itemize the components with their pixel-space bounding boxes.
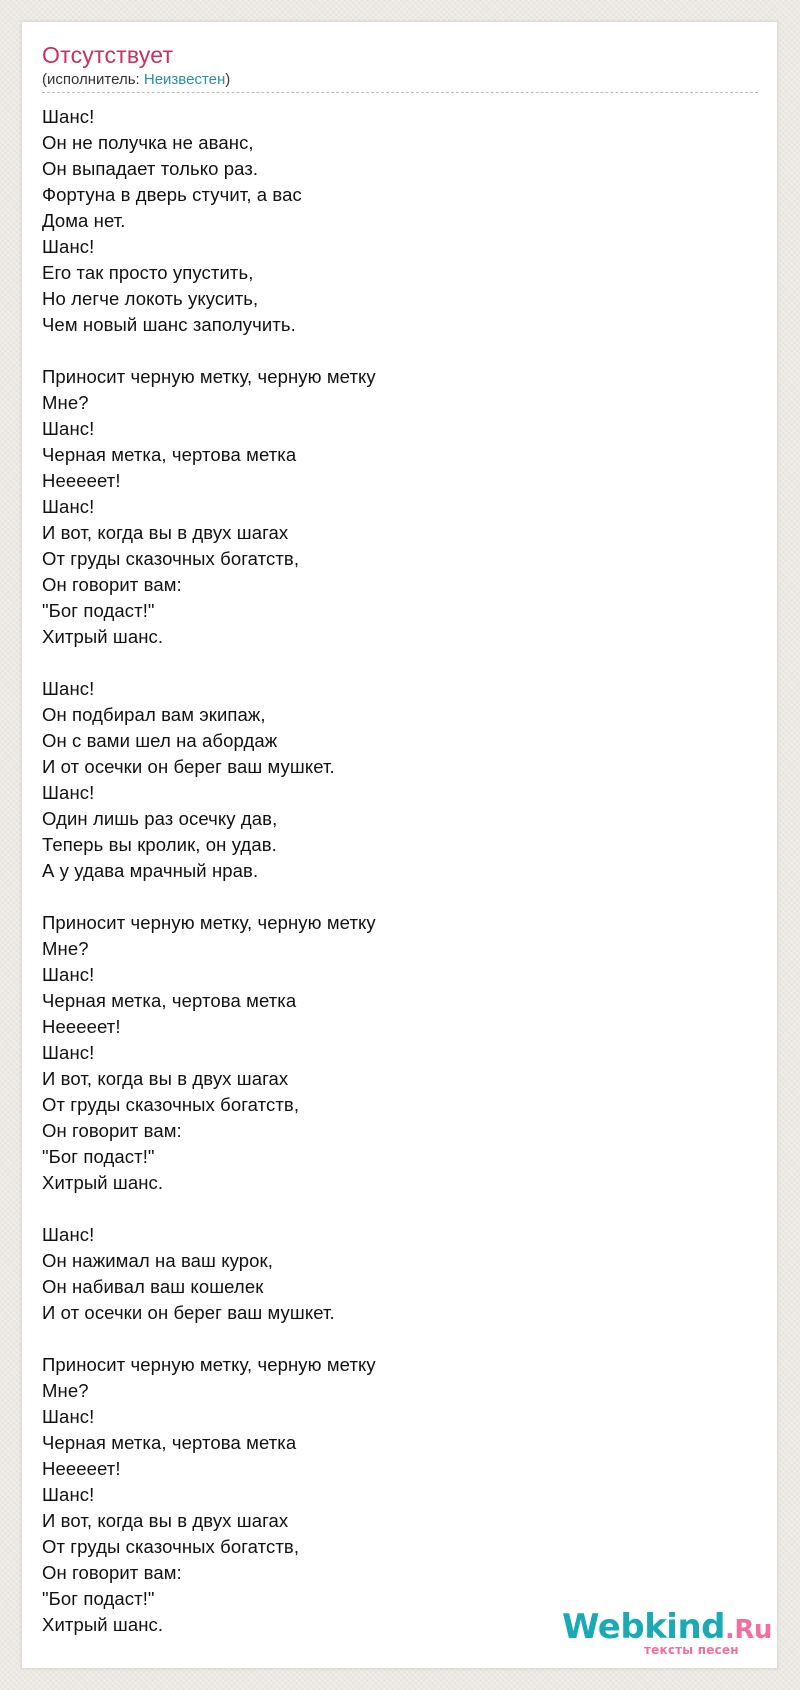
lyric-line: Он подбирал вам экипаж, bbox=[42, 704, 266, 725]
song-title: Отсутствует bbox=[42, 42, 174, 68]
lyric-line: И вот, когда вы в двух шагах bbox=[42, 522, 289, 543]
lyric-line: Теперь вы кролик, он удав. bbox=[42, 834, 277, 855]
lyric-line: Он набивал ваш кошелек bbox=[42, 1276, 264, 1297]
lyric-line: Неееeет! bbox=[42, 470, 121, 491]
lyric-line: И вот, когда вы в двух шагах bbox=[42, 1510, 289, 1531]
lyric-line: Мне? bbox=[42, 938, 89, 959]
lyric-line: Шанс! bbox=[42, 1484, 95, 1505]
logo-tld: .Ru bbox=[725, 1615, 772, 1645]
lyric-line: Он выпадает только раз. bbox=[42, 158, 259, 179]
lyric-line: А у удава мрачный нрав. bbox=[42, 860, 259, 881]
lyric-line: Черная метка, чертова метка bbox=[42, 990, 297, 1011]
lyric-line: Фортуна в дверь стучит, а вас bbox=[42, 184, 302, 205]
lyric-line: Неееeет! bbox=[42, 1016, 121, 1037]
lyric-line: Приносит черную метку, черную метку bbox=[42, 1354, 376, 1375]
song-header bbox=[42, 40, 758, 89]
lyric-line: Мне? bbox=[42, 1380, 89, 1401]
lyric-line bbox=[42, 884, 742, 910]
lyric-line: Он не получка не аванс, bbox=[42, 132, 254, 153]
lyric-line: Дома нет. bbox=[42, 210, 126, 231]
artist-link[interactable]: Неизвестен bbox=[143, 71, 226, 88]
lyric-line: Его так просто упустить, bbox=[42, 262, 254, 283]
lyric-line: Шанс! bbox=[42, 496, 95, 517]
lyric-line: Он с вами шел на абордаж bbox=[42, 730, 278, 751]
lyric-line: Хитрый шанс. bbox=[42, 1614, 164, 1635]
lyric-line: Шанс! bbox=[42, 964, 95, 985]
lyric-line: Хитрый шанс. bbox=[42, 1172, 164, 1193]
lyric-line: "Бог подаст!" bbox=[42, 1146, 155, 1167]
lyric-line: Он говорит вам: bbox=[42, 1120, 182, 1141]
lyric-line: Шанс! bbox=[42, 782, 95, 803]
lyric-line: Он нажимал на ваш курок, bbox=[42, 1250, 273, 1271]
artist-suffix: ) bbox=[225, 71, 231, 88]
lyric-line: "Бог подаст!" bbox=[42, 1588, 155, 1609]
lyric-line: От груды сказочных богатств, bbox=[42, 548, 300, 569]
lyrics-card bbox=[21, 21, 778, 1669]
logo-tagline: тексты песен bbox=[644, 1643, 739, 1657]
logo-brand: Webkind bbox=[562, 1607, 725, 1647]
lyric-line: И от осечки он берег ваш мушкет. bbox=[42, 756, 335, 777]
lyric-line: И вот, когда вы в двух шагах bbox=[42, 1068, 289, 1089]
lyric-line bbox=[42, 650, 742, 676]
lyric-line: Неееeет! bbox=[42, 1458, 121, 1479]
artist-line bbox=[42, 71, 758, 89]
lyric-line bbox=[42, 1196, 742, 1222]
lyric-line: Шанс! bbox=[42, 106, 95, 127]
lyric-line: Шанс! bbox=[42, 1042, 95, 1063]
lyric-line: Черная метка, чертова метка bbox=[42, 1432, 297, 1453]
lyric-line: Шанс! bbox=[42, 678, 95, 699]
lyric-line: Он говорит вам: bbox=[42, 574, 182, 595]
lyric-line: Приносит черную метку, черную метку bbox=[42, 366, 376, 387]
lyric-line: Но легче локоть укусить, bbox=[42, 288, 259, 309]
lyric-line: "Бог подаст!" bbox=[42, 600, 155, 621]
lyric-line: Мне? bbox=[42, 392, 89, 413]
lyric-line: Хитрый шанс. bbox=[42, 626, 164, 647]
webkind-logo bbox=[562, 1607, 772, 1663]
lyric-line: Один лишь раз осечку дав, bbox=[42, 808, 278, 829]
lyric-line: Шанс! bbox=[42, 1224, 95, 1245]
lyric-line: Шанс! bbox=[42, 1406, 95, 1427]
lyric-line: И от осечки он берег ваш мушкет. bbox=[42, 1302, 335, 1323]
lyric-line: От груды сказочных богатств, bbox=[42, 1094, 300, 1115]
lyric-line: Черная метка, чертова метка bbox=[42, 444, 297, 465]
lyrics-text bbox=[42, 104, 742, 1638]
lyric-line: Шанс! bbox=[42, 236, 95, 257]
lyric-line: От груды сказочных богатств, bbox=[42, 1536, 300, 1557]
lyric-line: Он говорит вам: bbox=[42, 1562, 182, 1583]
lyric-line: Шанс! bbox=[42, 418, 95, 439]
lyric-line: Чем новый шанс заполучить. bbox=[42, 314, 296, 335]
lyric-line: Приносит черную метку, черную метку bbox=[42, 912, 376, 933]
lyric-line bbox=[42, 1326, 742, 1352]
artist-prefix: (исполнитель: bbox=[42, 71, 144, 88]
header-divider bbox=[42, 92, 758, 93]
lyric-line bbox=[42, 338, 742, 364]
